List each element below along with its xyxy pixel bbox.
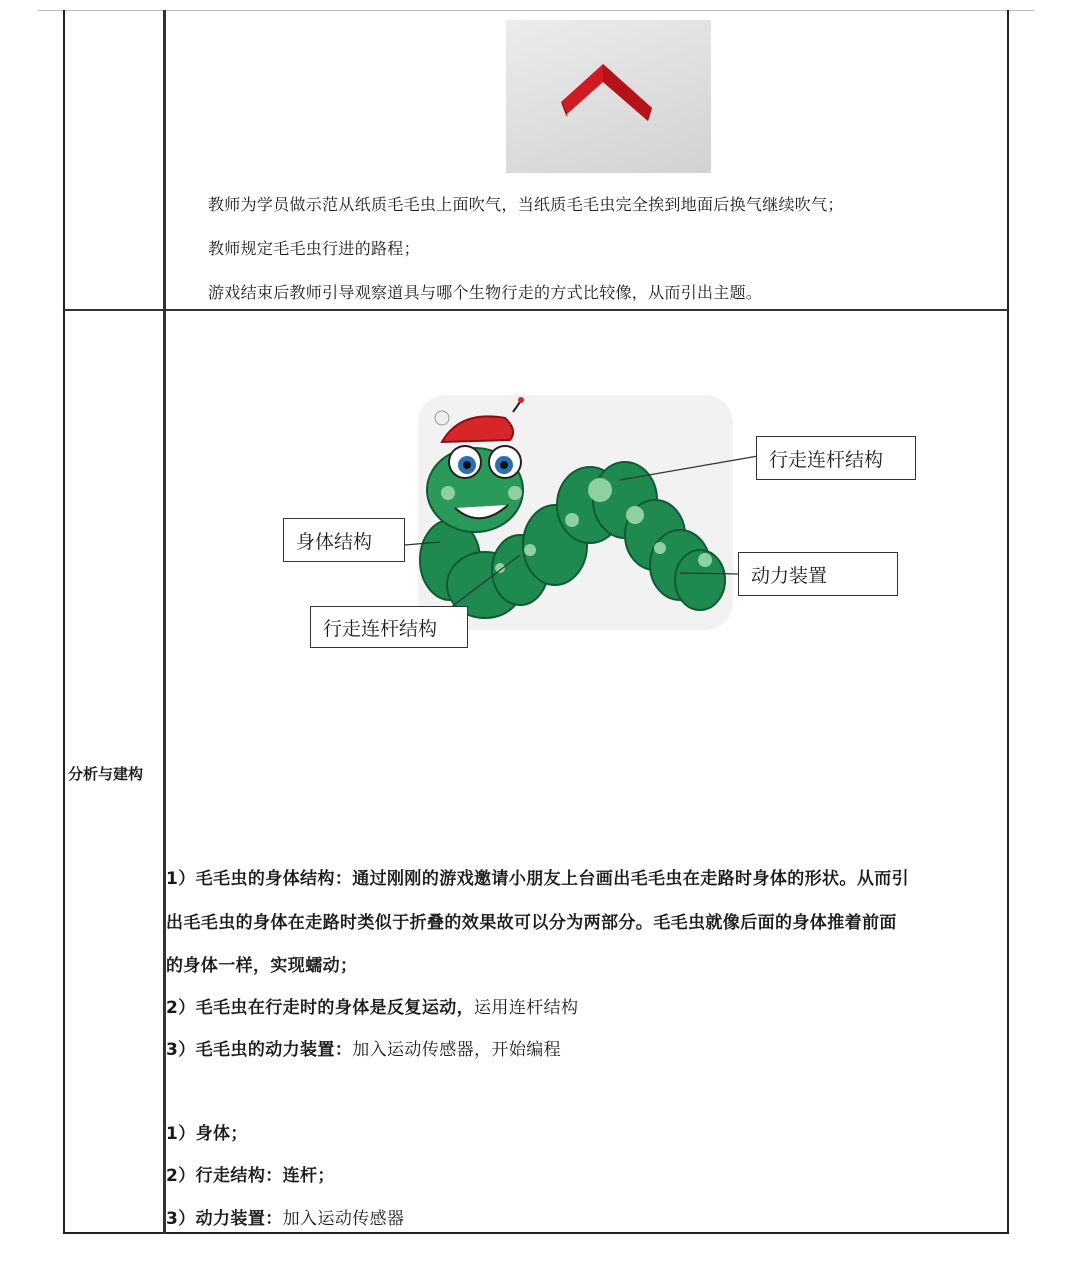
intro-line-3: 游戏结束后教师引导观察道具与哪个生物行走的方式比较像，从而引出主题。 (208, 283, 763, 302)
callout-body-structure: 身体结构 (283, 518, 405, 562)
callout-power-device: 动力装置 (738, 552, 898, 596)
row-divider (63, 309, 1009, 311)
callout-walk-link-bottom: 行走连杆结构 (310, 606, 468, 648)
summary-item-1: 1）身体； (166, 1124, 248, 1144)
callout-walk-link-top: 行走连杆结构 (756, 436, 916, 480)
paper-caterpillar-photo (506, 20, 711, 173)
intro-line-1: 教师为学员做示范从纸质毛毛虫上面吹气，当纸质毛毛虫完全挨到地面后换气继续吹气； (208, 195, 844, 214)
folded-paper-image (506, 20, 711, 173)
analysis-para2: 2）毛毛虫在行走时的身体是反复运动，运用连杆结构 (166, 998, 579, 1018)
analysis-para1-line2: 出毛毛虫的身体在走路时类似于折叠的效果故可以分为两部分。毛毛虫就像后面的身体推着前面 (166, 913, 897, 933)
analysis-para3: 3）毛毛虫的动力装置：加入运动传感器，开始编程 (166, 1040, 562, 1060)
analysis-para1-line3: 的身体一样，实现蠕动； (166, 956, 358, 976)
summary-item-2: 2）行走结构：连杆； (166, 1166, 335, 1186)
caterpillar-diagram (280, 390, 910, 655)
summary-item-3: 3）动力装置：加入运动传感器 (166, 1209, 405, 1229)
analysis-para1-line1: 1）毛毛虫的身体结构：通过刚刚的游戏邀请小朋友上台画出毛毛虫在走路时身体的形状。从而引 (166, 869, 910, 889)
intro-line-2: 教师规定毛毛虫行进的路程； (208, 239, 420, 258)
section-label: 分析与建构 (68, 765, 144, 783)
